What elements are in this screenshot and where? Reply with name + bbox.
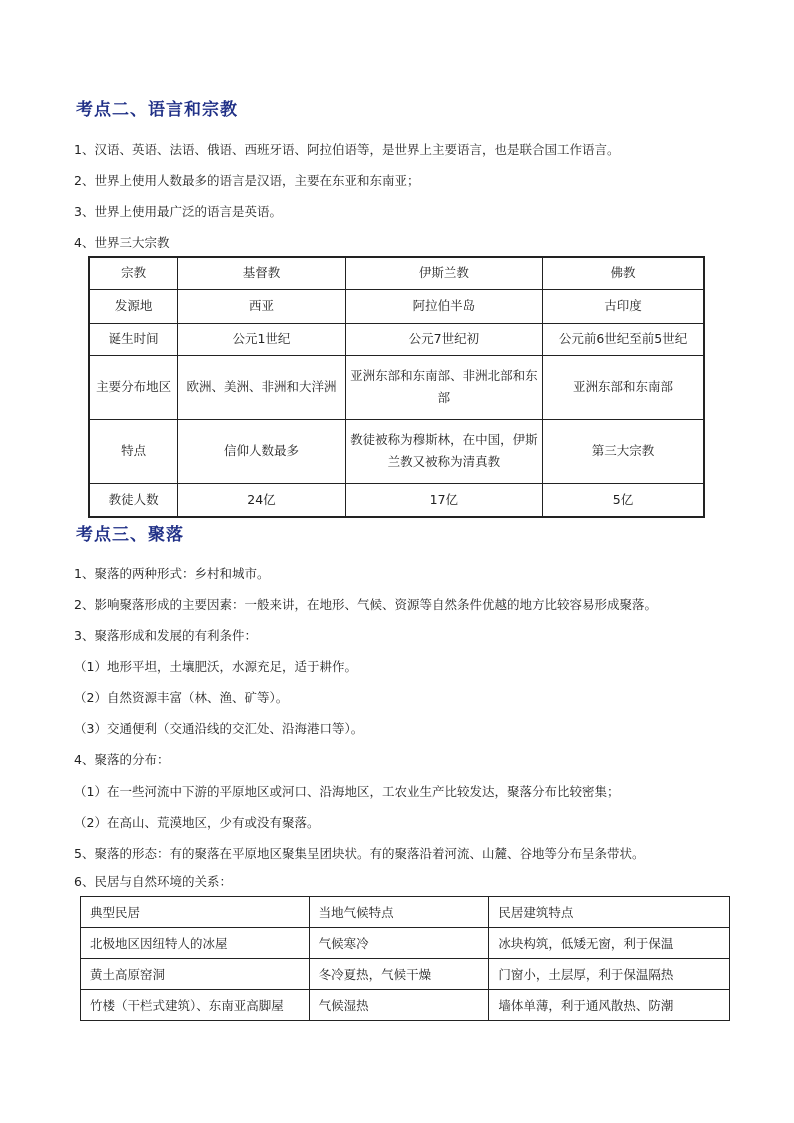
section-3-item-6: （3）交通便利（交通沿线的交汇处、沿海港口等）。 bbox=[74, 721, 364, 736]
table-cell: 亚洲东部和东南部 bbox=[543, 355, 704, 419]
table-header-row bbox=[89, 257, 704, 289]
table-cell: 亚洲东部和东南部、非洲北部和东部 bbox=[345, 355, 542, 419]
table-cell: 24亿 bbox=[178, 483, 345, 517]
section-3-title: 考点三、聚落 bbox=[76, 525, 184, 545]
table-cell: 北极地区因纽特人的冰屋 bbox=[81, 928, 310, 959]
dwelling-table bbox=[80, 896, 730, 1021]
table-cell: 古印度 bbox=[543, 289, 704, 323]
table-cell: 17亿 bbox=[345, 483, 542, 517]
table-cell: 欧洲、美洲、非洲和大洋洲 bbox=[178, 355, 345, 419]
table-cell: 西亚 bbox=[178, 289, 345, 323]
religion-table bbox=[88, 256, 705, 518]
section-3-item-9: （2）在高山、荒漠地区，少有或没有聚落。 bbox=[74, 815, 320, 830]
table-cell: 黄土高原窑洞 bbox=[81, 959, 310, 990]
table-row bbox=[89, 323, 704, 355]
table-cell: 信仰人数最多 bbox=[178, 419, 345, 483]
section-2-item-3: 3、世界上使用最广泛的语言是英语。 bbox=[74, 204, 282, 219]
section-3-item-1: 1、聚落的两种形式：乡村和城市。 bbox=[74, 566, 270, 581]
section-3-item-10: 5、聚落的形态：有的聚落在平原地区聚集呈团块状。有的聚落沿着河流、山麓、谷地等分布呈条带状。 bbox=[74, 846, 645, 861]
table-row bbox=[89, 355, 704, 419]
table-cell: 典型民居 bbox=[81, 897, 310, 928]
table-cell: 公元1世纪 bbox=[178, 323, 345, 355]
table-cell: 基督教 bbox=[178, 257, 345, 289]
table-cell: 当地气候特点 bbox=[309, 897, 489, 928]
section-3-item-2: 2、影响聚落形成的主要因素：一般来讲，在地形、气候、资源等自然条件优越的地方比较容易形成聚落。 bbox=[74, 597, 657, 612]
section-3-item-4: （1）地形平坦，土壤肥沃，水源充足，适于耕作。 bbox=[74, 659, 357, 674]
section-3-item-7: 4、聚落的分布： bbox=[74, 752, 170, 767]
table-cell: 门窗小，土层厚，利于保温隔热 bbox=[489, 959, 730, 990]
table-cell: 公元前6世纪至前5世纪 bbox=[543, 323, 704, 355]
section-2-item-2: 2、世界上使用人数最多的语言是汉语，主要在东亚和东南亚； bbox=[74, 173, 420, 188]
table-cell: 公元7世纪初 bbox=[345, 323, 542, 355]
table-cell: 宗教 bbox=[89, 257, 178, 289]
section-3-item-5: （2）自然资源丰富（林、渔、矿等）。 bbox=[74, 690, 289, 705]
table-row bbox=[89, 289, 704, 323]
table-cell: 发源地 bbox=[89, 289, 178, 323]
table-cell: 伊斯兰教 bbox=[345, 257, 542, 289]
section-3-item-11: 6、民居与自然环境的关系： bbox=[74, 874, 232, 889]
table-header-row bbox=[81, 897, 730, 928]
table-cell: 阿拉伯半岛 bbox=[345, 289, 542, 323]
table-row bbox=[81, 959, 730, 990]
table-cell: 竹楼（干栏式建筑）、东南亚高脚屋 bbox=[81, 990, 310, 1021]
table-cell: 佛教 bbox=[543, 257, 704, 289]
section-3-item-3: 3、聚落形成和发展的有利条件： bbox=[74, 628, 257, 643]
table-cell: 气候湿热 bbox=[309, 990, 489, 1021]
table-cell: 墙体单薄，利于通风散热、防潮 bbox=[489, 990, 730, 1021]
table-row bbox=[81, 928, 730, 959]
table-cell: 诞生时间 bbox=[89, 323, 178, 355]
table-row bbox=[89, 483, 704, 517]
table-cell: 主要分布地区 bbox=[89, 355, 178, 419]
section-3-item-8: （1）在一些河流中下游的平原地区或河口、沿海地区，工农业生产比较发达，聚落分布比较密集； bbox=[74, 784, 620, 799]
table-row bbox=[89, 419, 704, 483]
table-cell: 特点 bbox=[89, 419, 178, 483]
table-cell: 教徒人数 bbox=[89, 483, 178, 517]
table-cell: 第三大宗教 bbox=[543, 419, 704, 483]
section-2-item-1: 1、汉语、英语、法语、俄语、西班牙语、阿拉伯语等，是世界上主要语言，也是联合国工作语言。 bbox=[74, 142, 620, 157]
table-cell: 气候寒冷 bbox=[309, 928, 489, 959]
section-2-title: 考点二、语言和宗教 bbox=[76, 100, 238, 120]
table-cell: 教徒被称为穆斯林，在中国，伊斯兰教又被称为清真教 bbox=[345, 419, 542, 483]
table-cell: 5亿 bbox=[543, 483, 704, 517]
table-row bbox=[81, 990, 730, 1021]
table-cell: 冰块构筑，低矮无窗，利于保温 bbox=[489, 928, 730, 959]
table-cell: 冬冷夏热，气候干燥 bbox=[309, 959, 489, 990]
section-2-item-4: 4、世界三大宗教 bbox=[74, 235, 170, 250]
table-cell: 民居建筑特点 bbox=[489, 897, 730, 928]
